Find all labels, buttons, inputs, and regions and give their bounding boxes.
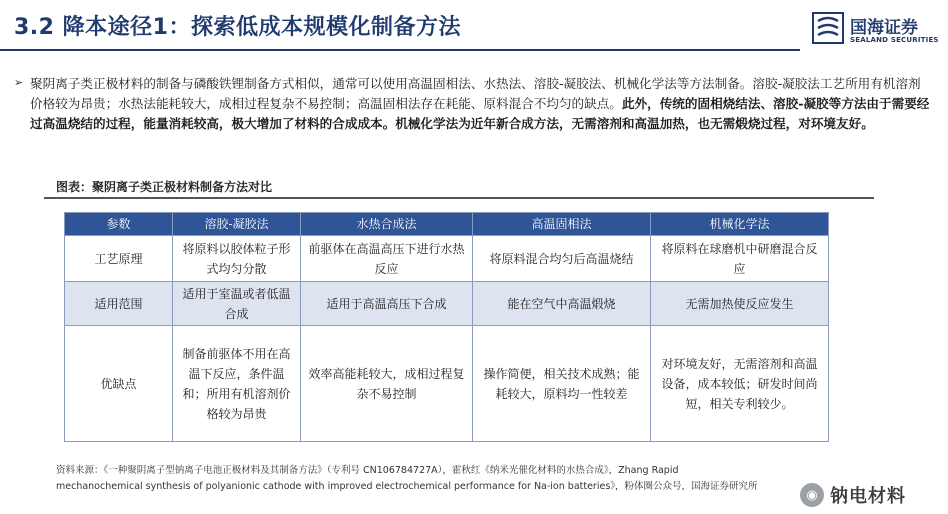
table-row <box>65 236 829 282</box>
table-header-cell: 高温固相法 <box>473 213 651 236</box>
table-header-row <box>65 213 829 236</box>
page-title: 3.2 降本途径1：探索低成本规模化制备方法 <box>14 15 461 40</box>
table-cell: 制备前驱体不用在高温下反应，条件温和；所用有机溶剂价格较为昂贵 <box>173 326 301 442</box>
comparison-table <box>64 212 829 442</box>
bullet-arrow-icon: ➢ <box>14 76 24 89</box>
bullet-text-bold: 此外，传统的固相烧结法、溶胶-凝胶等方法由于需要经过高温烧结的过程，能量消耗较高，极大增加了材料的合成成本。机械化学法为近年新合成方法，无需溶剂和高温加热，也无需煅烧过程，对环境友好。 <box>30 96 930 131</box>
table-cell: 操作简便，相关技术成熟；能耗较大，原料均一性较差 <box>473 326 651 442</box>
slide-header <box>0 0 948 52</box>
bullet-text-regular: 聚阴离子类正极材料的制备与磷酸铁锂制备方式相似，通常可以使用高温固相法、水热法、溶胶-凝胶法、机械化学法等方法制备。溶胶-凝胶法工艺所用有机溶剂价格较为昂贵；水热法能耗较大，成相过程复杂不易控制；高温固相法存在耗能、原料混合不均匀的缺点。 <box>30 76 921 111</box>
table-cell: 无需加热使反应发生 <box>651 282 829 326</box>
table-cell: 适用于高温高压下合成 <box>301 282 473 326</box>
table-cell: 效率高能耗较大，成相过程复杂不易控制 <box>301 326 473 442</box>
table-cell: 能在空气中高温煅烧 <box>473 282 651 326</box>
table-cell: 适用范围 <box>65 282 173 326</box>
sealand-logo-icon <box>812 11 844 45</box>
logo-name-en: SEALAND SECURITIES <box>850 36 939 44</box>
table-cell: 将原料在球磨机中研磨混合反应 <box>651 236 829 282</box>
summary-bullet <box>14 74 932 134</box>
figure-caption: 图表：聚阴离子类正极材料制备方法对比 <box>56 180 273 194</box>
table-cell: 对环境友好，无需溶剂和高温设备，成本较低；研发时间尚短，相关专利较少。 <box>651 326 829 442</box>
source-footnote <box>56 463 816 495</box>
caption-divider <box>44 197 874 199</box>
table-cell: 适用于室温或者低温合成 <box>173 282 301 326</box>
table-header-cell: 水热合成法 <box>301 213 473 236</box>
bullet-paragraph <box>30 74 932 134</box>
sealand-logo <box>812 10 944 48</box>
wechat-icon: ◉ <box>800 483 824 507</box>
watermark-text: 钠电材料 <box>830 486 906 507</box>
footnote-line: 资料来源：《一种聚阴离子型钠离子电池正极材料及其制备方法》（专利号 CN106784727A），霍秋红《纳米光催化材料的水热合成》，Zhang Rapid <box>56 465 679 476</box>
table-row <box>65 326 829 442</box>
table-row <box>65 282 829 326</box>
table-header-cell: 参数 <box>65 213 173 236</box>
footnote-line: mechanochemical synthesis of polyanionic cathode with improved electrochemical performance for Na-ion batteries》，粉体圈公众号，国海证券研究所 <box>56 481 758 492</box>
table-cell: 将原料混合均匀后高温烧结 <box>473 236 651 282</box>
table-header-cell: 机械化学法 <box>651 213 829 236</box>
wechat-watermark <box>800 480 946 510</box>
header-divider <box>0 49 800 51</box>
table-cell: 工艺原理 <box>65 236 173 282</box>
table-cell: 将原料以胶体粒子形式均匀分散 <box>173 236 301 282</box>
table-header-cell: 溶胶-凝胶法 <box>173 213 301 236</box>
table-cell: 优缺点 <box>65 326 173 442</box>
logo-name-cn: 国海证券 <box>850 18 918 38</box>
table-cell: 前驱体在高温高压下进行水热反应 <box>301 236 473 282</box>
